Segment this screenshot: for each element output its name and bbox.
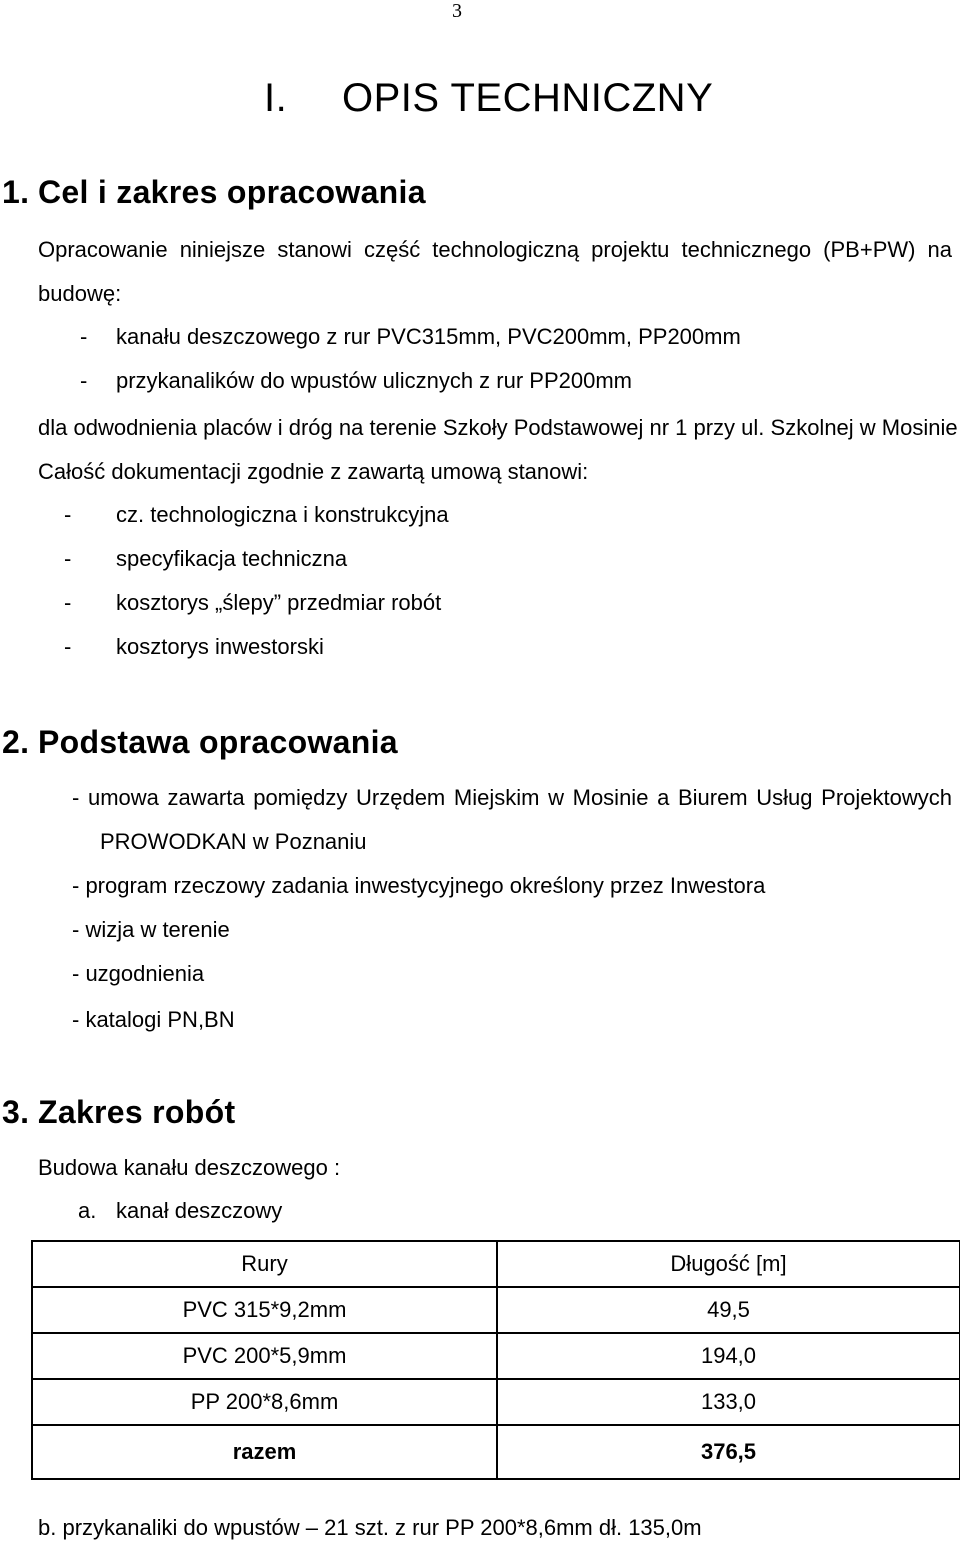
pipe-length: 133,0 [497,1379,960,1425]
header-pipes: Rury [32,1241,497,1287]
header-length: Długość [m] [497,1241,960,1287]
section-3-number: 3. [2,1094,30,1130]
title-text: OPIS TECHNICZNY [342,76,714,120]
section-2-number: 2. [2,724,30,760]
section-1-number: 1. [2,174,30,210]
section-3-title: Zakres robót [38,1094,236,1130]
table-header-row [32,1241,960,1287]
document-title [264,76,713,121]
table-total-row [32,1425,960,1479]
section-2-title: Podstawa opracowania [38,724,398,760]
pipe-length: 194,0 [497,1333,960,1379]
pipe-type: PVC 315*9,2mm [32,1287,497,1333]
pipe-type: PP 200*8,6mm [32,1379,497,1425]
pipe-length: 49,5 [497,1287,960,1333]
basis-item-4: - uzgodnienia [72,961,205,986]
basis-item-1-line-2: PROWODKAN w Poznaniu [100,829,367,854]
basis-item-3: - wizja w terenie [72,917,230,942]
scope-intro: Całość dokumentacji zgodnie z zawartą umową stanowi: [38,459,589,484]
pipe-type: PVC 200*5,9mm [32,1333,497,1379]
table-row [32,1379,960,1425]
table-row [32,1333,960,1379]
section-2-heading [2,724,398,761]
intro-line-1: Opracowanie niniejsze stanowi część technologiczną projektu technicznego (PB+PW) na [38,237,952,262]
basis-item-5: - katalogi PN,BN [72,1007,235,1032]
total-value: 376,5 [497,1425,960,1479]
purpose-line: dla odwodnienia placów i dróg na terenie Szkoły Podstawowej nr 1 przy ul. Szkolnej w Mosinie [38,415,958,440]
scope-works-intro: Budowa kanału deszczowego : [38,1155,341,1180]
section-3-heading [2,1094,235,1131]
pipes-table [31,1240,960,1480]
section-1-title: Cel i zakres opracowania [38,174,426,210]
section-1-heading [2,174,426,211]
basis-item-2: - program rzeczowy zadania inwestycyjnego określony przez Inwestora [72,873,766,898]
page-number: 3 [452,0,462,22]
title-number: I. [264,76,288,120]
basis-item-1-line-1: - umowa zawarta pomiędzy Urzędem Miejskim w Mosinie a Biurem Usług Projektowych [72,785,952,810]
total-label: razem [32,1425,497,1479]
intro-line-2: budowę: [38,281,122,306]
table-row [32,1287,960,1333]
sub-item-b: b. przykanaliki do wpustów – 21 szt. z rur PP 200*8,6mm dł. 135,0m [38,1515,702,1540]
